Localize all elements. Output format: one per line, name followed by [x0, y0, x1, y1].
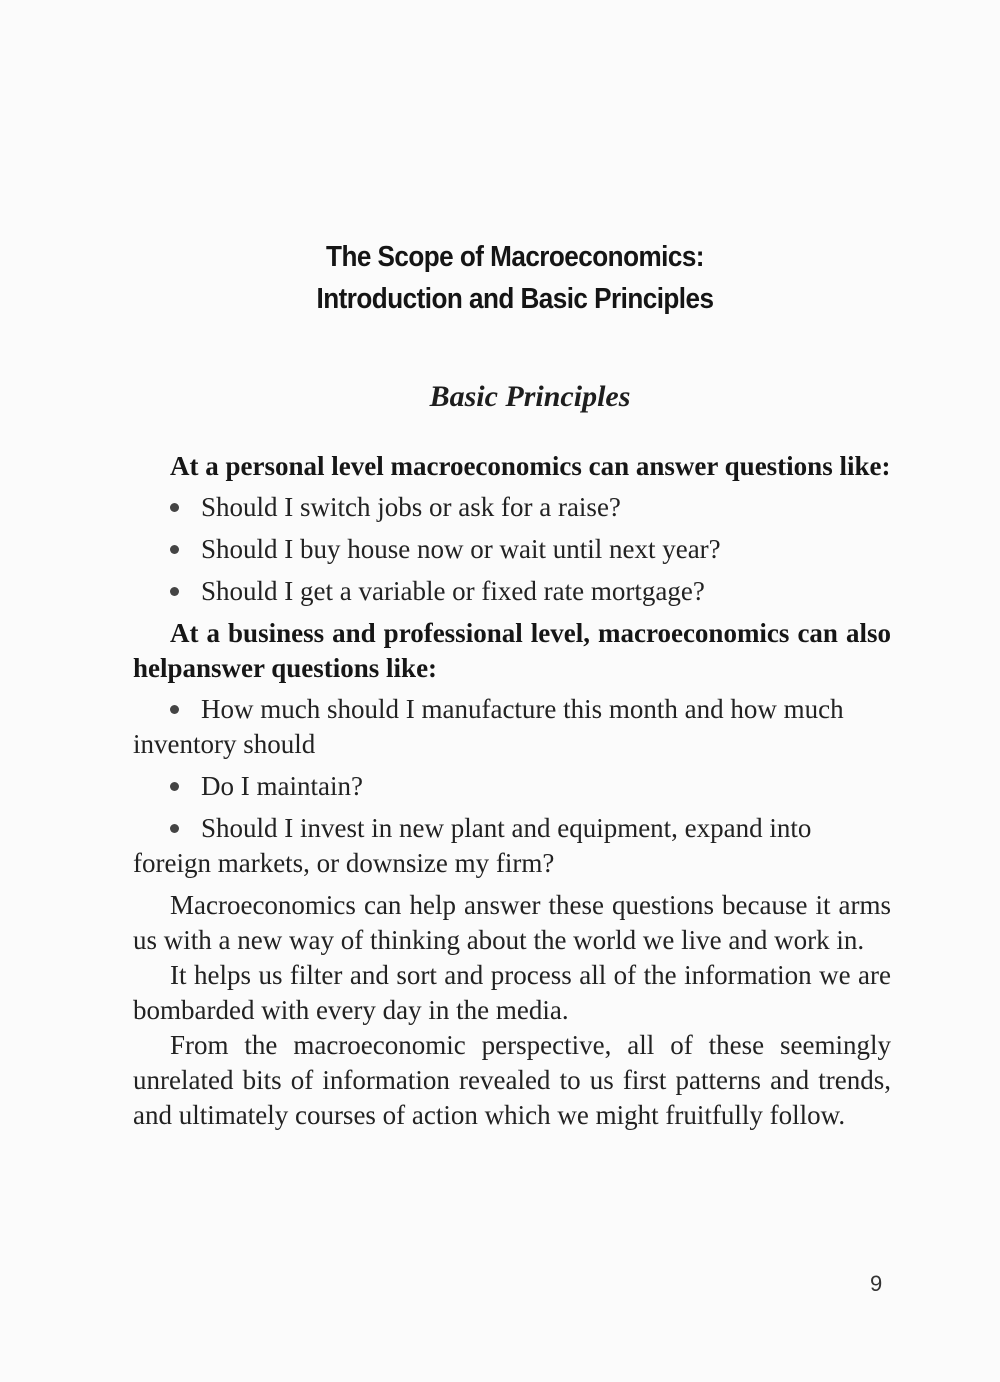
personal-lead: At a personal level macroeconomics can answer questions like:: [170, 451, 891, 481]
paragraph: From the macroeconomic perspective, all of these seemingly unrelated bits of information revealed to us first patterns and trends, and ultimately courses of action which we might fruitfully follow.: [133, 1030, 891, 1130]
bullet-icon: [170, 824, 179, 833]
list-item: [133, 574, 891, 609]
list-item: [133, 532, 891, 567]
list-item-text: Should I get a variable or fixed rate mortgage?: [201, 576, 705, 606]
chapter-title: [0, 236, 1000, 320]
list-item-text: How much should I manufacture this month and how much inventory should: [133, 694, 844, 759]
bullet-icon: [170, 587, 179, 596]
section-subtitle: Basic Principles: [429, 380, 631, 413]
bullet-icon: [170, 705, 179, 714]
list-item: [133, 692, 891, 762]
bullet-icon: [170, 545, 179, 554]
list-item-text: Should I buy house now or wait until next year?: [201, 534, 721, 564]
list-item-text: Should I switch jobs or ask for a raise?: [201, 492, 621, 522]
list-item: [133, 811, 891, 881]
page-number: 9: [870, 1271, 883, 1296]
body-text: [133, 449, 891, 1133]
business-lead: At a business and professional level, macroeconomics can also helpanswer questions like:: [133, 618, 891, 683]
paragraph: It helps us filter and sort and process all of the information we are bombarded with every day in the media.: [133, 960, 891, 1025]
paragraph: Macroeconomics can help answer these questions because it arms us with a new way of thinking about the world we live and work in.: [133, 890, 891, 955]
list-item: [133, 490, 891, 525]
chapter-title-line-2: Introduction and Basic Principles: [316, 283, 714, 315]
bullet-icon: [170, 503, 179, 512]
chapter-title-line-1: The Scope of Macroeconomics:: [326, 241, 704, 273]
bullet-icon: [170, 782, 179, 791]
list-item-text: Do I maintain?: [201, 771, 363, 801]
list-item-text: Should I invest in new plant and equipment, expand into foreign markets, or downsize my firm?: [133, 813, 812, 878]
list-item: [133, 769, 891, 804]
